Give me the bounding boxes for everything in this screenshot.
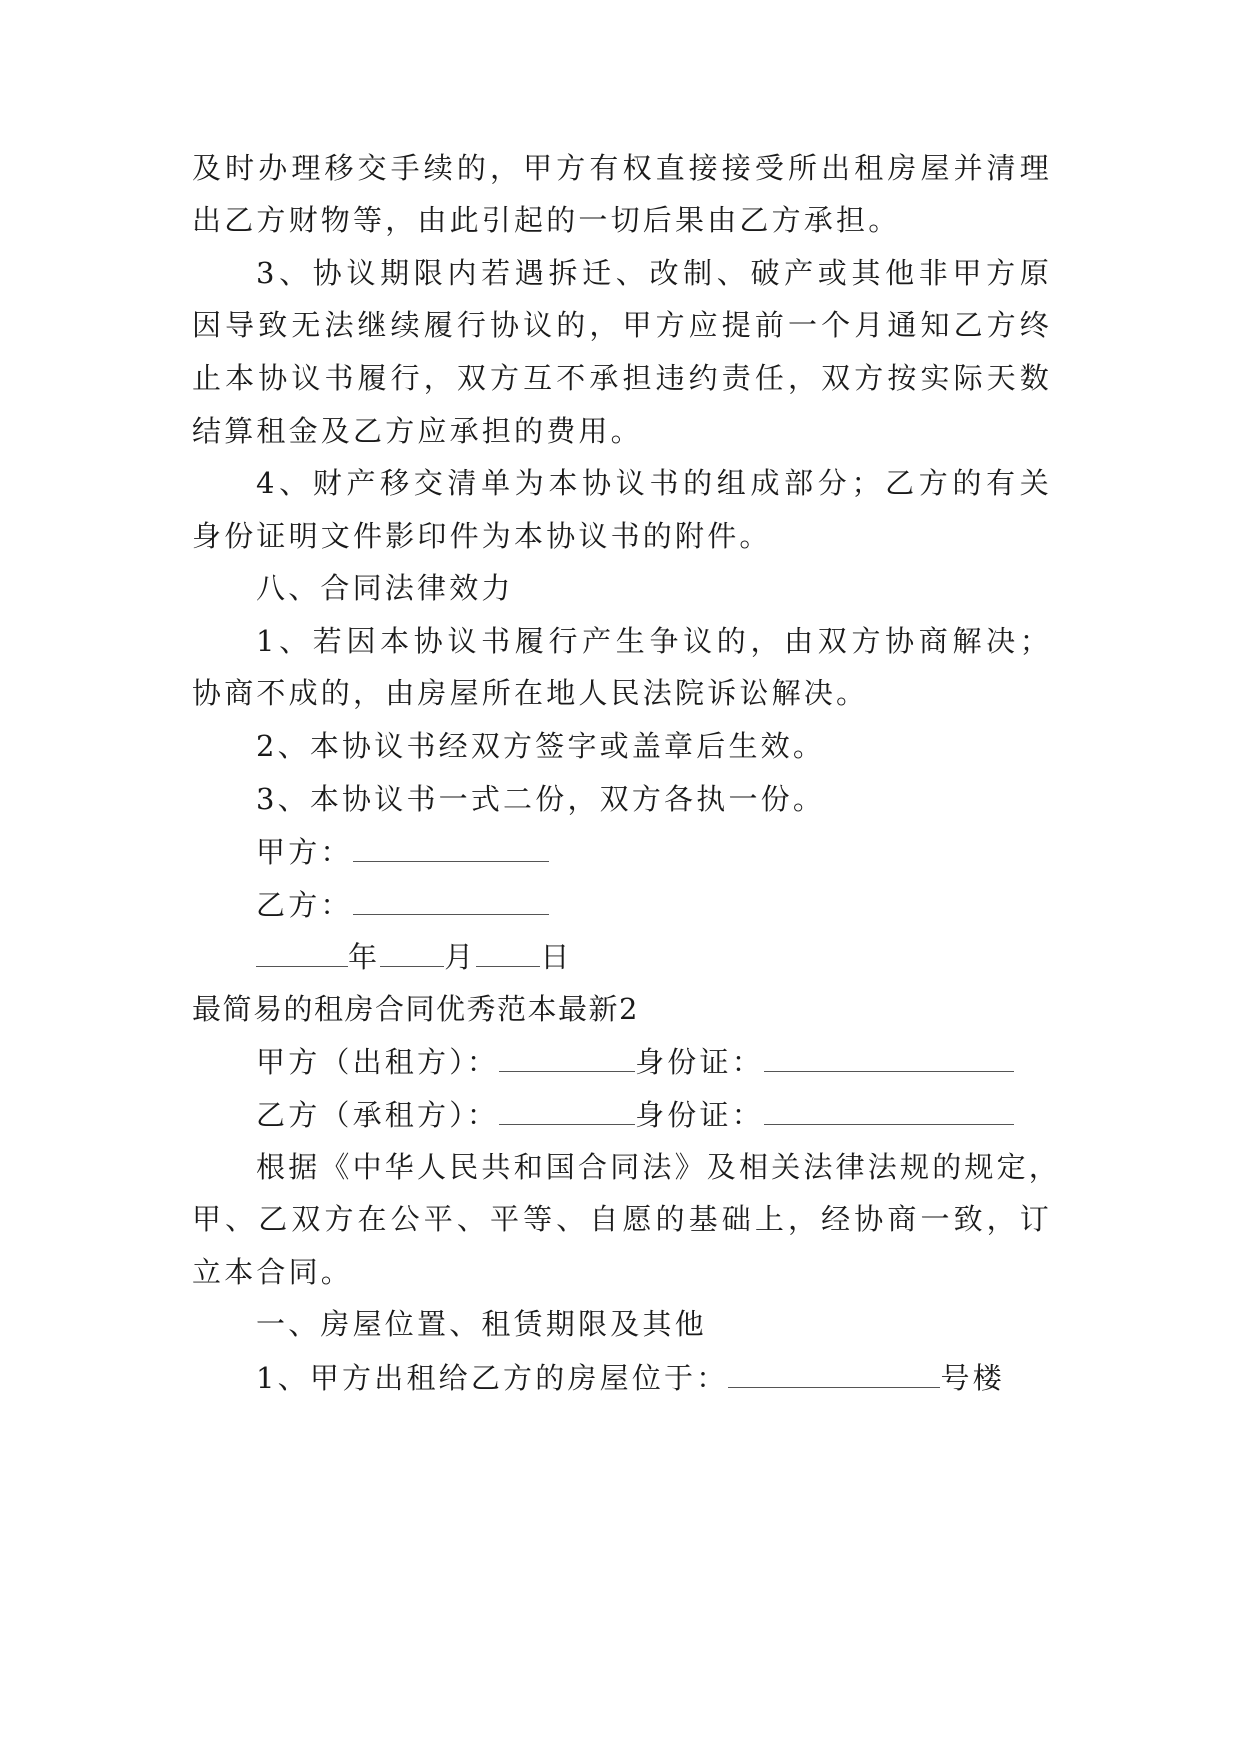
paragraph-line: 出乙方财物等，由此引起的一切后果由乙方承担。 — [192, 203, 901, 237]
paragraph-line: 1、若因本协议书履行产生争议的，由双方协商解决； — [256, 624, 1052, 658]
date-line — [256, 936, 1052, 976]
lessee-name-blank[interactable] — [499, 1094, 635, 1125]
day-blank[interactable] — [476, 936, 540, 967]
lessor-id-blank[interactable] — [764, 1041, 1014, 1072]
signature-label: 乙方： — [256, 888, 353, 922]
month-blank[interactable] — [380, 936, 444, 967]
lessor-name-blank[interactable] — [499, 1041, 635, 1072]
paragraph-line: 结算租金及乙方应承担的费用。 — [192, 414, 643, 448]
id-label: 身份证： — [635, 1045, 764, 1079]
lessee-id-blank[interactable] — [764, 1094, 1014, 1125]
lessee-line — [256, 1094, 1052, 1134]
paragraph-line: 甲、乙双方在公平、平等、自愿的基础上，经协商一致，订 — [192, 1202, 1052, 1236]
paragraph-line: 协商不成的，由房屋所在地人民法院诉讼解决。 — [192, 676, 869, 710]
signature-party-b — [256, 884, 1052, 924]
paragraph-line: 3、协议期限内若遇拆迁、改制、破产或其他非甲方原 — [256, 256, 1052, 290]
lessor-label: 甲方（出租方）： — [256, 1045, 500, 1079]
section-heading: 一、房屋位置、租赁期限及其他 — [256, 1307, 707, 1341]
lessor-line — [256, 1041, 1052, 1081]
paragraph-line: 因导致无法继续履行协议的，甲方应提前一个月通知乙方终 — [192, 308, 1052, 342]
signature-label: 甲方： — [256, 835, 353, 869]
signature-party-a — [256, 831, 1052, 871]
signature-blank[interactable] — [353, 831, 549, 862]
paragraph-line: 4、财产移交清单为本协议书的组成部分；乙方的有关 — [256, 466, 1052, 500]
lessee-label: 乙方（承租方）： — [256, 1098, 500, 1132]
paragraph-line: 立本合同。 — [192, 1255, 354, 1289]
location-blank[interactable] — [728, 1357, 940, 1388]
id-label: 身份证： — [635, 1098, 764, 1132]
paragraph-line: 止本协议书履行，双方互不承担违约责任，双方按实际天数 — [192, 361, 1052, 395]
section-heading: 八、合同法律效力 — [256, 571, 514, 605]
section-title: 最简易的租房合同优秀范本最新2 — [192, 992, 639, 1026]
location-line — [256, 1357, 1052, 1397]
location-suffix: 号楼 — [940, 1361, 1005, 1395]
paragraph-line: 2、本协议书经双方签字或盖章后生效。 — [256, 729, 826, 763]
paragraph-line: 及时办理移交手续的，甲方有权直接接受所出租房屋并清理 — [192, 151, 1052, 185]
paragraph-line: 身份证明文件影印件为本协议书的附件。 — [192, 519, 772, 553]
day-label: 日 — [540, 940, 573, 974]
year-blank[interactable] — [256, 936, 348, 967]
year-label: 年 — [348, 940, 381, 974]
month-label: 月 — [444, 940, 477, 974]
paragraph-line: 根据《中华人民共和国合同法》及相关法律法规的规定， — [256, 1150, 1062, 1184]
signature-blank[interactable] — [353, 884, 549, 915]
location-label: 1、甲方出租给乙方的房屋位于： — [256, 1361, 729, 1395]
paragraph-line: 3、本协议书一式二份，双方各执一份。 — [256, 782, 826, 816]
